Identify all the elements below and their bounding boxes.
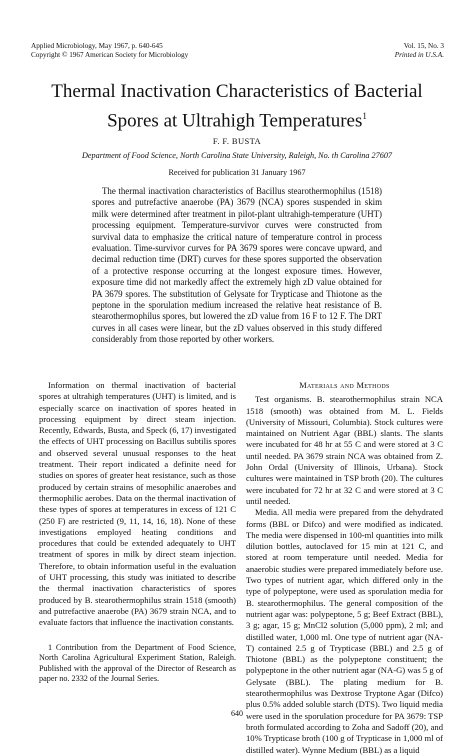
media-paragraph: Media. All media were prepared from the dehydrated forms (BBL or Difco) and were modified as indicated. The media were dispensed in 100-ml quantities into milk dilution bottles, autoclaved for 15 min at 121 C, and stored at room temperature until needed. Media for anaerobic studies were prepared immediately before use. Two types of nutrient agar, which differed only in the type of polypeptone, were used as sporulation media for B. stearothermophilus. The general composition of the nutrient agar was: polypeptone, 5 g; Beef Extract (BBL), 3 g; agar, 15 g; MnCl2 solution (5,000 ppm), 2 ml; and distilled water, 1,000 ml. One type of nutrient agar (NA-T) contained 2.5 g of Trypticase (BBL) and 2.5 g of Thiotone (BBL) as the polypeptone constituent; the polypeptone in the other nutrient agar (NA-G) was 5 g of Gelysate (BBL). The plating medium for B. stearothermophilus was Dextrose Tryptone Agar (Difco) plus 0.5% added soluble starch (DTS). Two liquid media were used in the sporulation procedure for PA 3679: TSP broth formulated according to Zoha and Sadoff (20), and 10% Trypticase broth (100 g of Trypticase in 1,000 ml of distilled water). Wynne Medium (BBL) as a liquid bbox=[246, 507, 443, 755]
copyright-line: Copyright © 1967 American Society for Microbiology bbox=[31, 51, 189, 59]
article-title bbox=[0, 80, 474, 133]
volume-info: Vol. 15, No. 3 bbox=[403, 42, 444, 50]
journal-citation: Applied Microbiology, May 1967, p. 640-645 bbox=[31, 42, 163, 50]
page-number: 640 bbox=[231, 709, 243, 718]
title-line-1: Thermal Inactivation Characteristics of Bacterial bbox=[51, 81, 423, 102]
received-date: Received for publication 31 January 1967 bbox=[168, 168, 306, 177]
title-line-2: Spores at Ultrahigh Temperatures$^1$ bbox=[107, 110, 367, 132]
footnote: 1 Contribution from the Department of Food Science, North Carolina Agricultural Experiment Station, Raleigh. Published with the approval of the Director of Research as paper no. 2332 of the Journal Series. bbox=[39, 642, 236, 684]
introduction-paragraph: Information on thermal inactivation of bacterial spores at ultrahigh temperatures (UHT) is limited, and is especially scarce on inactivation of spores heated in processing equipment by direct steam injection. Recently, Edwards, Busta, and Speck (6, 17) investigated the effects of UHT processing on Bacillus subtilis spores and observed several unusual responses to the heat treatment. Their report indicated a definite need for studies on spores of greater heat resistance, such as those produced by certain strains of mesophilic anaerobes and thermophilic aerobes. Data on the thermal inactivation of these types of spores at temperatures in excess of 121 C (250 F) are restricted (9, 11, 14, 16, 18). None of these investigations employed heating conditions and procedures that could be extended adequately to UHT treatment of spores in milk by direct steam injection. Therefore, to obtain information useful in the evaluation of UHT processing, this study was initiated to describe the thermal inactivation characteristics of spores produced by B. stearothermophilus strain 1518 (smooth) and putrefactive anaerobe (PA) 3679 strain NCA, and to evaluate factors that influence the inactivation constants. bbox=[39, 380, 236, 628]
right-column bbox=[246, 380, 443, 756]
author-affiliation: Department of Food Science, North Carolina State University, Raleigh, No. th Carolina 27607 bbox=[81, 151, 393, 160]
journal-header bbox=[31, 42, 188, 60]
section-title: Materials and Methods bbox=[299, 381, 390, 390]
left-column bbox=[39, 380, 236, 685]
volume-header bbox=[395, 42, 444, 60]
printed-in: Printed in U.S.A. bbox=[394, 51, 444, 59]
abstract: The thermal inactivation characteristics of Bacillus stearothermophilus (1518) spores and putrefactive anaerobe (PA) 3679 (NCA) spores suspended in skim milk were determined after treatment in pilot-plant ultrahigh-temperature (UHT) processing equipment. Temperature-survivor curves were constructed from survival data to emphasize the critical nature of temperature control in process evaluation. Time-survivor curves for PA 3679 spores were concave upward, and decimal reduction time (DRT) curves for these spores supported the observation of a protective response occurring at the longest exposure times. However, exposure time did not markedly affect the extremely high zD value obtained for PA 3679 spores. The substitution of Gelysate for Trypticase and Thiotone as the peptone in the sporulation medium increased the relative heat resistance of B. stearothermophilus spores, but lowered the zD value from 16 F to 12 F. The DRT curves in all cases were linear, but the zD values observed in this study differed considerably from those reported by other workers. bbox=[92, 186, 382, 345]
author-name: F. F. BUSTA bbox=[212, 136, 262, 146]
test-organisms-paragraph: Test organisms. B. stearothermophilus strain NCA 1518 (smooth) was obtained from M. L. Fields (University of Missouri, Columbia). Stock cultures were maintained on Nutrient Agar (BBL) slants. The slants were incubated for 48 hr at 55 C and were stored at 3 C until needed. PA 3679 strain NCA was obtained from Z. John Ordal (University of Illinois, Urbana). Stock cultures were maintained in TSP broth (20). The cultures were incubated for 72 hr at 32 C and were stored at 3 C until needed. bbox=[246, 394, 443, 506]
title-footnote-mark: 1 bbox=[362, 111, 367, 121]
